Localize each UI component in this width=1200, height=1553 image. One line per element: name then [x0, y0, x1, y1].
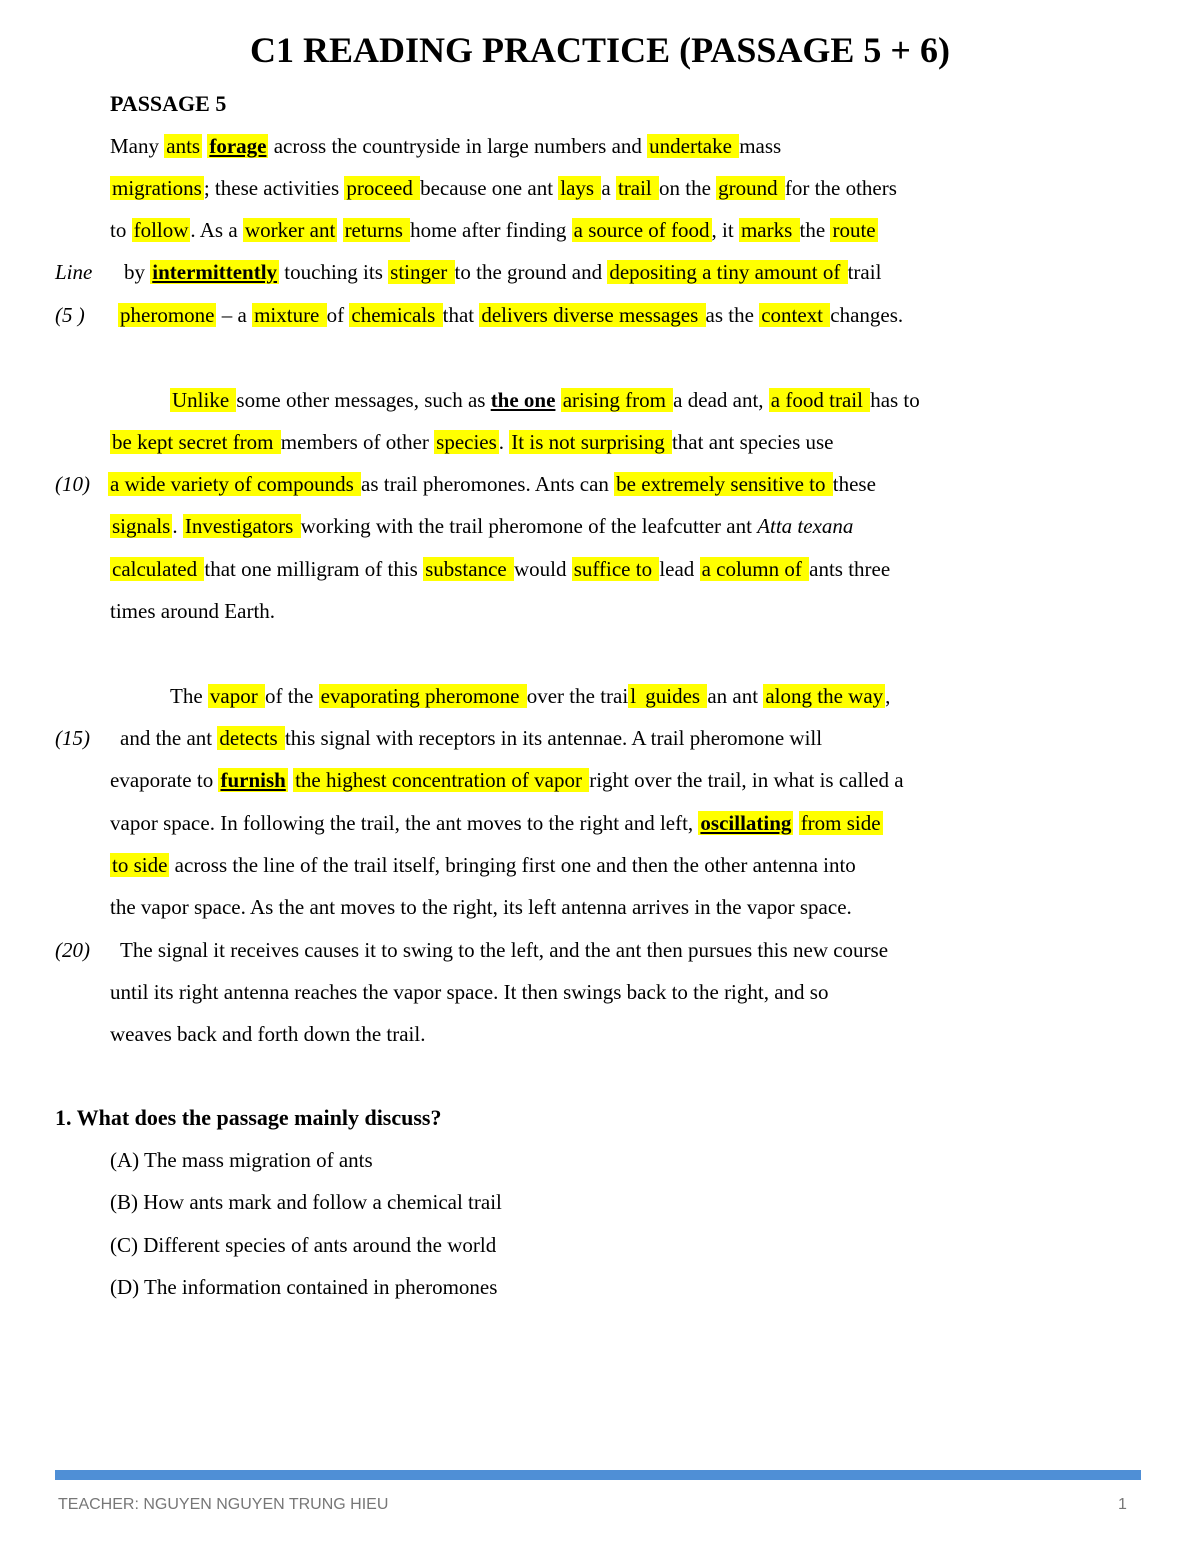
highlight: trail [617, 176, 658, 200]
passage-line-1 [110, 130, 781, 162]
text-run: to [110, 218, 132, 242]
text-run: vapor space. In following the trail, the ant moves to the right and left, [110, 811, 699, 835]
text-run: an ant [707, 684, 764, 708]
highlight: ground [718, 176, 783, 200]
highlight: calculated [112, 557, 203, 581]
text-run [555, 388, 560, 412]
highlight: undertake [649, 134, 738, 158]
highlight-key-word: oscillating [700, 811, 792, 835]
highlight: worker ant [244, 218, 336, 242]
highlight: along the way [765, 684, 884, 708]
passage-line-13 [120, 722, 822, 754]
text-run: members of other [280, 430, 435, 454]
highlight: migrations [112, 176, 202, 200]
text-run: has to [870, 388, 920, 412]
passage-line-19 [110, 976, 828, 1008]
text-run [337, 218, 342, 242]
text-run: touching its [279, 260, 389, 284]
line-number-15: (15) [55, 726, 90, 750]
text-run: across the countryside in large numbers and [268, 134, 648, 158]
text-run: The [170, 684, 208, 708]
footer-divider [55, 1470, 1141, 1480]
page-number: 1 [1118, 1496, 1127, 1513]
highlight: from side [800, 811, 881, 835]
option-a[interactable]: (A) The mass migration of ants [110, 1148, 373, 1172]
highlight: species [436, 430, 497, 454]
passage-line-4 [124, 256, 881, 288]
text-run: across the line of the trail itself, bringing first one and then the other antenna into [169, 853, 856, 877]
key-word: the one [490, 388, 556, 412]
passage-line-9 [110, 510, 853, 542]
highlight: Unlike [172, 388, 235, 412]
passage-line-18 [120, 934, 888, 966]
text-run: right over the trail, in what is called a [589, 768, 904, 792]
line-number-10: (10) [55, 472, 90, 496]
species-name: Atta texana [757, 514, 854, 538]
text-run: ; these activities [203, 176, 345, 200]
passage-line-12 [170, 680, 890, 712]
highlight: substance [425, 557, 512, 581]
text-run: home after finding [410, 218, 572, 242]
text-run: by [124, 260, 151, 284]
question-1: 1. What does the passage mainly discuss? [55, 1105, 442, 1130]
highlight: a column of [701, 557, 808, 581]
text-run: times around Earth. [110, 599, 276, 623]
passage-line-11 [110, 595, 275, 627]
text-run: . [498, 430, 510, 454]
highlight-key-word: forage [209, 134, 267, 158]
highlight: proceed [346, 176, 419, 200]
passage-line-10 [110, 553, 890, 585]
highlight: context [761, 303, 829, 327]
highlight: a food trail [770, 388, 869, 412]
passage-line-17 [110, 891, 852, 923]
highlight: arising from [562, 388, 672, 412]
line-label: Line [55, 260, 93, 284]
text-run: , it [711, 218, 739, 242]
passage-line-6 [170, 384, 920, 416]
text-run: mass [739, 134, 782, 158]
highlight: a source of food [573, 218, 710, 242]
text-run: – a [216, 303, 253, 327]
highlight: guides [645, 684, 706, 708]
line-number-5: (5 ) [55, 303, 85, 327]
text-run: the vapor space. As the ant moves to the right, its left antenna arrives in the vapor space. [110, 895, 852, 919]
text-run: that one milligram of this [204, 557, 424, 581]
text-run: until its right antenna reaches the vapor space. It then swings back to the right, and so [110, 980, 829, 1004]
highlight: chemicals [351, 303, 441, 327]
text-run: evaporate to [110, 768, 219, 792]
highlight: follow [133, 218, 189, 242]
highlight: Investigators [184, 514, 299, 538]
highlight: be extremely sensitive to [616, 472, 831, 496]
text-run: of the [264, 684, 319, 708]
text-run: on the [659, 176, 717, 200]
passage-line-20 [110, 1018, 425, 1050]
passage-line-14 [110, 764, 904, 796]
text-run: weaves back and forth down the trail. [110, 1022, 426, 1046]
highlight-key-word: intermittently [152, 260, 278, 284]
text-run: would [513, 557, 572, 581]
passage-line-7 [110, 426, 834, 458]
highlight: route [832, 218, 876, 242]
text-run: Many [110, 134, 165, 158]
text-run: , [885, 684, 891, 708]
passage-line-16 [110, 849, 856, 881]
passage-line-15 [110, 807, 883, 839]
highlight: detects [219, 726, 283, 750]
highlight: marks [740, 218, 798, 242]
highlight: be kept secret from [112, 430, 279, 454]
highlight: stinger [390, 260, 453, 284]
option-d[interactable]: (D) The information contained in pheromones [110, 1275, 498, 1299]
text-run: working with the trail pheromone of the leafcutter ant [300, 514, 758, 538]
option-c[interactable]: (C) Different species of ants around the world [110, 1233, 497, 1257]
highlight: lays [560, 176, 600, 200]
line-number-20: (20) [55, 938, 90, 962]
option-b[interactable]: (B) How ants mark and follow a chemical trail [110, 1190, 502, 1214]
text-run: the [799, 218, 831, 242]
text-run [793, 811, 798, 835]
highlight: mixture [254, 303, 325, 327]
highlight: ants [166, 134, 201, 158]
text-run: a dead ant, [673, 388, 769, 412]
text-run: these [832, 472, 876, 496]
highlight: evaporating pheromone [320, 684, 525, 708]
highlight: to side [112, 853, 168, 877]
highlight-key-word: furnish [220, 768, 286, 792]
text-run: that [442, 303, 480, 327]
highlight: vapor [209, 684, 263, 708]
highlight: delivers diverse messages [481, 303, 704, 327]
passage-line-3 [110, 214, 878, 246]
text-run: as trail pheromones. Ants can [361, 472, 615, 496]
text-run: . As a [190, 218, 243, 242]
highlight: the highest concentration of vapor [295, 768, 588, 792]
passage-heading: PASSAGE 5 [110, 91, 227, 116]
footer-teacher: TEACHER: NGUYEN NGUYEN TRUNG HIEU [58, 1496, 389, 1513]
text-run: ants three [809, 557, 891, 581]
text-run: changes. [830, 303, 904, 327]
text-run: The signal it receives causes it to swing to the left, and the ant then pursues this new course [120, 938, 889, 962]
text-run: of [326, 303, 350, 327]
text-run: because one ant [420, 176, 559, 200]
text-run: some other messages, such as [236, 388, 491, 412]
highlight: It is not surprising [511, 430, 670, 454]
text-run: and the ant [120, 726, 218, 750]
highlight: l [630, 684, 642, 708]
text-run: trail [847, 260, 882, 284]
text-run: this signal with receptors in its antennae. A trail pheromone will [284, 726, 823, 750]
page-title: C1 READING PRACTICE (PASSAGE 5 + 6) [250, 30, 950, 70]
text-run: that ant species use [671, 430, 834, 454]
highlight: returns [344, 218, 409, 242]
highlight: suffice to [573, 557, 658, 581]
highlight: depositing a tiny amount of [609, 260, 846, 284]
highlight: a wide variety of compounds [110, 472, 360, 496]
highlight: pheromone [120, 303, 215, 327]
text-run: a [601, 176, 616, 200]
text-run: over the trai [526, 684, 629, 708]
highlight: signals [112, 514, 171, 538]
passage-line-2 [110, 172, 897, 204]
text-run: . [172, 514, 183, 538]
text-run: to the ground and [454, 260, 608, 284]
passage-line-5 [118, 299, 903, 331]
text-run: lead [659, 557, 700, 581]
text-run: for the others [784, 176, 897, 200]
text-run: as the [705, 303, 760, 327]
passage-line-8 [108, 468, 876, 500]
